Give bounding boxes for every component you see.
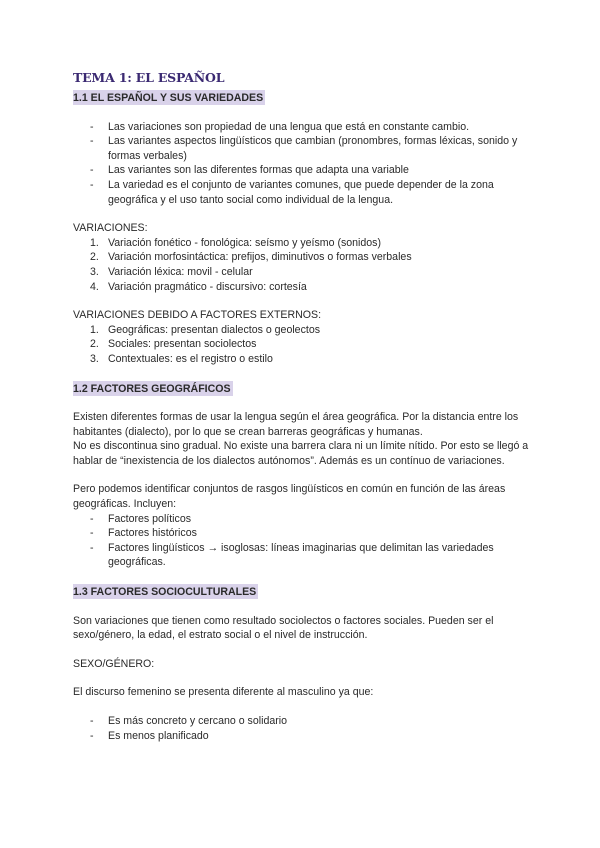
list-item: 3. Variación léxica: movil - celular [90, 265, 253, 278]
list-item: - Factores políticos [73, 512, 533, 527]
variedades-list [73, 120, 533, 208]
discurso-list [73, 714, 533, 743]
section-heading-1-2: 1.2 FACTORES GEOGRÁFICOS [73, 382, 231, 395]
list-item: - Factores lingüísticos → isoglosas: líneas imaginarias que delimitan las variedades geográficas. [73, 541, 533, 570]
paragraph: El discurso femenino se presenta diferente al masculino ya que: [73, 686, 374, 699]
list-item: 4. Variación pragmático - discursivo: cortesía [90, 280, 307, 293]
list-item: 1. Variación fonético - fonológica: seísmo y yeísmo (sonidos) [90, 236, 382, 249]
section-heading-1-1: 1.1 EL ESPAÑOL Y SUS VARIEDADES [73, 92, 264, 104]
variaciones-label: VARIACIONES: [73, 222, 148, 235]
list-item: 1. Geográficas: presentan dialectos o geolectos [90, 323, 321, 336]
document-content [73, 70, 533, 743]
section-heading-1-3: 1.3 FACTORES SOCIOCULTURALES [73, 586, 257, 599]
externos-list [73, 323, 533, 367]
paragraph: Pero podemos identificar conjuntos de rasgos lingüísticos en común en función de las áreas geográficas. Incluyen: [73, 483, 506, 511]
variaciones-list [73, 236, 533, 294]
paragraph: Existen diferentes formas de usar la lengua según el área geográfica. Por la distancia entre los habitantes (dialecto), por lo que se crean barreras geográficas y humanas. [73, 411, 519, 438]
externos-label: VARIACIONES DEBIDO A FACTORES EXTERNOS: [73, 309, 322, 322]
document-title: TEMA 1: EL ESPAÑOL [73, 70, 225, 85]
sexo-genero-label: SEXO/GÉNERO: [73, 657, 155, 670]
list-item: - Es menos planificado [73, 729, 533, 744]
list-item: - Las variantes aspectos lingüísticos que cambian (pronombres, formas léxicas, sonido y formas verbales) [73, 134, 533, 163]
list-item: - Las variaciones son propiedad de una lengua que está en constante cambio. [73, 120, 533, 135]
factores-list [73, 512, 533, 570]
list-item: - Las variantes son las diferentes formas que adapta una variable [73, 163, 533, 178]
paragraph: No es discontinua sino gradual. No existe una barrera clara ni un límite nítido. Por esto se llegó a hablar de “inexistencia de los dialectos autónomos”. Además es un contínuo de variaciones. [73, 440, 529, 467]
list-item: - La variedad es el conjunto de variantes comunes, que puede depender de la zona geográfica y el uso tanto social como individual de la lengua. [73, 178, 533, 207]
list-item: - Factores históricos [73, 526, 533, 541]
list-item: 2. Variación morfosintáctica: prefijos, diminutivos o formas verbales [90, 251, 412, 264]
list-item: - Es más concreto y cercano o solidario [73, 714, 533, 729]
list-item: 2. Sociales: presentan sociolectos [90, 338, 257, 351]
list-item: 3. Contextuales: es el registro o estilo [90, 352, 273, 365]
paragraph: Son variaciones que tienen como resultado sociolectos o factores sociales. Pueden ser el sexo/género, la edad, el estrato social o el nivel de instrucción. [73, 614, 494, 642]
